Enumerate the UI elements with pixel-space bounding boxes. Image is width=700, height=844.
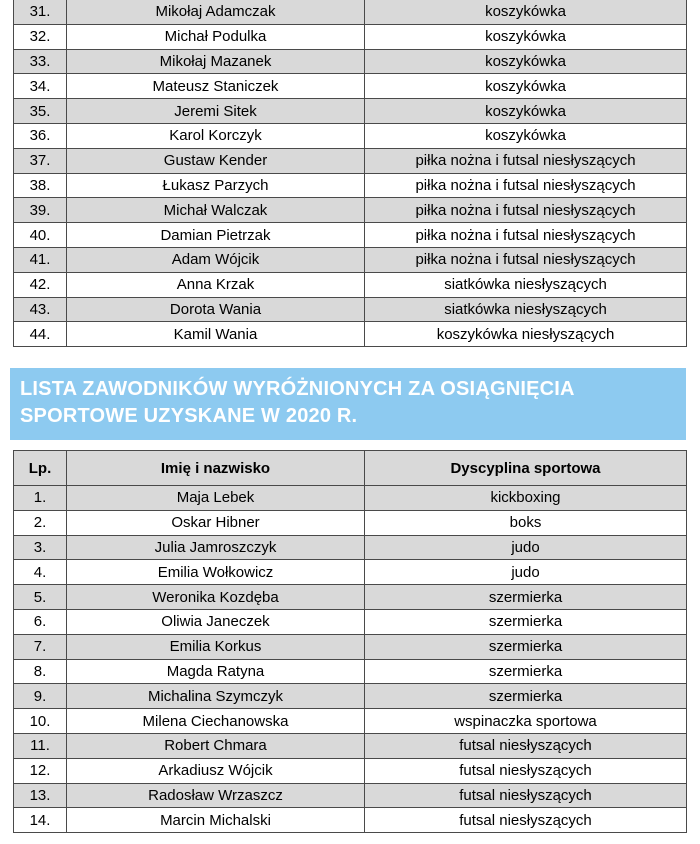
table-row (14, 322, 687, 347)
table-row (14, 24, 687, 49)
cell-name: Magda Ratyna (67, 659, 365, 684)
table-row (14, 733, 687, 758)
cell-lp: 42. (14, 272, 67, 297)
cell-discipline: szermierka (365, 659, 687, 684)
table-row (14, 510, 687, 535)
cell-lp: 11. (14, 733, 67, 758)
cell-discipline: futsal niesłyszących (365, 783, 687, 808)
cell-name: Oskar Hibner (67, 510, 365, 535)
table-row (14, 272, 687, 297)
cell-discipline: wspinaczka sportowa (365, 709, 687, 734)
cell-name: Marcin Michalski (67, 808, 365, 833)
cell-lp: 38. (14, 173, 67, 198)
cell-discipline: futsal niesłyszących (365, 758, 687, 783)
cell-discipline: piłka nożna i futsal niesłyszących (365, 198, 687, 223)
cell-lp: 31. (14, 0, 67, 24)
cell-lp: 39. (14, 198, 67, 223)
cell-discipline: judo (365, 535, 687, 560)
cell-discipline: siatkówka niesłyszących (365, 297, 687, 322)
table-row (14, 74, 687, 99)
cell-lp: 13. (14, 783, 67, 808)
section-heading-banner (10, 368, 686, 440)
cell-discipline: futsal niesłyszących (365, 808, 687, 833)
cell-name: Michalina Szymczyk (67, 684, 365, 709)
cell-lp: 12. (14, 758, 67, 783)
cell-name: Maja Lebek (67, 486, 365, 511)
cell-name: Michał Podulka (67, 24, 365, 49)
table-row (14, 585, 687, 610)
cell-discipline: koszykówka (365, 99, 687, 124)
cell-lp: 43. (14, 297, 67, 322)
table-row (14, 223, 687, 248)
table-row (14, 198, 687, 223)
cell-name: Jeremi Sitek (67, 99, 365, 124)
cell-discipline: koszykówka (365, 0, 687, 24)
table-header-row (14, 451, 687, 486)
cell-discipline: judo (365, 560, 687, 585)
cell-name: Anna Krzak (67, 272, 365, 297)
table-row (14, 148, 687, 173)
table-row (14, 783, 687, 808)
table-row (14, 247, 687, 272)
cell-name: Damian Pietrzak (67, 223, 365, 248)
table-row (14, 49, 687, 74)
cell-lp: 14. (14, 808, 67, 833)
table-row (14, 99, 687, 124)
cell-name: Emilia Korkus (67, 634, 365, 659)
table-row (14, 535, 687, 560)
cell-name: Arkadiusz Wójcik (67, 758, 365, 783)
cell-name: Mateusz Staniczek (67, 74, 365, 99)
table-row (14, 758, 687, 783)
cell-lp: 36. (14, 123, 67, 148)
table-row (14, 808, 687, 833)
athletes-table-continued (13, 0, 687, 347)
cell-discipline: koszykówka niesłyszących (365, 322, 687, 347)
cell-lp: 34. (14, 74, 67, 99)
cell-lp: 1. (14, 486, 67, 511)
cell-discipline: piłka nożna i futsal niesłyszących (365, 173, 687, 198)
cell-discipline: futsal niesłyszących (365, 733, 687, 758)
header-discipline: Dyscyplina sportowa (365, 451, 687, 486)
cell-name: Mikołaj Adamczak (67, 0, 365, 24)
cell-lp: 40. (14, 223, 67, 248)
cell-lp: 33. (14, 49, 67, 74)
cell-name: Dorota Wania (67, 297, 365, 322)
cell-name: Kamil Wania (67, 322, 365, 347)
table-row (14, 486, 687, 511)
cell-lp: 4. (14, 560, 67, 585)
section-heading-line-2: SPORTOWE UZYSKANE W 2020 R. (20, 405, 358, 427)
cell-lp: 41. (14, 247, 67, 272)
header-name: Imię i nazwisko (67, 451, 365, 486)
cell-name: Robert Chmara (67, 733, 365, 758)
cell-discipline: koszykówka (365, 74, 687, 99)
cell-lp: 6. (14, 609, 67, 634)
section-heading-line-1: LISTA ZAWODNIKÓW WYRÓŻNIONYCH ZA OSIĄGNIĘCIA (20, 378, 575, 400)
cell-discipline: szermierka (365, 585, 687, 610)
cell-lp: 37. (14, 148, 67, 173)
cell-lp: 5. (14, 585, 67, 610)
cell-name: Weronika Kozdęba (67, 585, 365, 610)
cell-name: Oliwia Janeczek (67, 609, 365, 634)
table-row (14, 173, 687, 198)
cell-name: Michał Walczak (67, 198, 365, 223)
table-row (14, 609, 687, 634)
cell-discipline: koszykówka (365, 123, 687, 148)
cell-discipline: szermierka (365, 684, 687, 709)
cell-lp: 3. (14, 535, 67, 560)
cell-name: Adam Wójcik (67, 247, 365, 272)
cell-discipline: piłka nożna i futsal niesłyszących (365, 148, 687, 173)
header-lp: Lp. (14, 451, 67, 486)
cell-lp: 32. (14, 24, 67, 49)
table-row (14, 634, 687, 659)
cell-lp: 8. (14, 659, 67, 684)
cell-name: Łukasz Parzych (67, 173, 365, 198)
cell-discipline: koszykówka (365, 24, 687, 49)
cell-lp: 9. (14, 684, 67, 709)
table-row (14, 123, 687, 148)
cell-name: Milena Ciechanowska (67, 709, 365, 734)
table-row (14, 297, 687, 322)
cell-lp: 7. (14, 634, 67, 659)
cell-name: Mikołaj Mazanek (67, 49, 365, 74)
cell-name: Radosław Wrzaszcz (67, 783, 365, 808)
cell-discipline: siatkówka niesłyszących (365, 272, 687, 297)
cell-discipline: szermierka (365, 634, 687, 659)
table-row (14, 684, 687, 709)
cell-name: Emilia Wołkowicz (67, 560, 365, 585)
cell-name: Julia Jamroszczyk (67, 535, 365, 560)
cell-discipline: piłka nożna i futsal niesłyszących (365, 223, 687, 248)
distinguished-athletes-table (13, 450, 687, 833)
cell-name: Karol Korczyk (67, 123, 365, 148)
cell-discipline: szermierka (365, 609, 687, 634)
table-row (14, 560, 687, 585)
cell-discipline: koszykówka (365, 49, 687, 74)
table-row (14, 659, 687, 684)
table-row (14, 0, 687, 24)
table-row (14, 709, 687, 734)
cell-lp: 35. (14, 99, 67, 124)
cell-lp: 44. (14, 322, 67, 347)
cell-discipline: kickboxing (365, 486, 687, 511)
cell-discipline: boks (365, 510, 687, 535)
cell-name: Gustaw Kender (67, 148, 365, 173)
cell-discipline: piłka nożna i futsal niesłyszących (365, 247, 687, 272)
cell-lp: 10. (14, 709, 67, 734)
cell-lp: 2. (14, 510, 67, 535)
